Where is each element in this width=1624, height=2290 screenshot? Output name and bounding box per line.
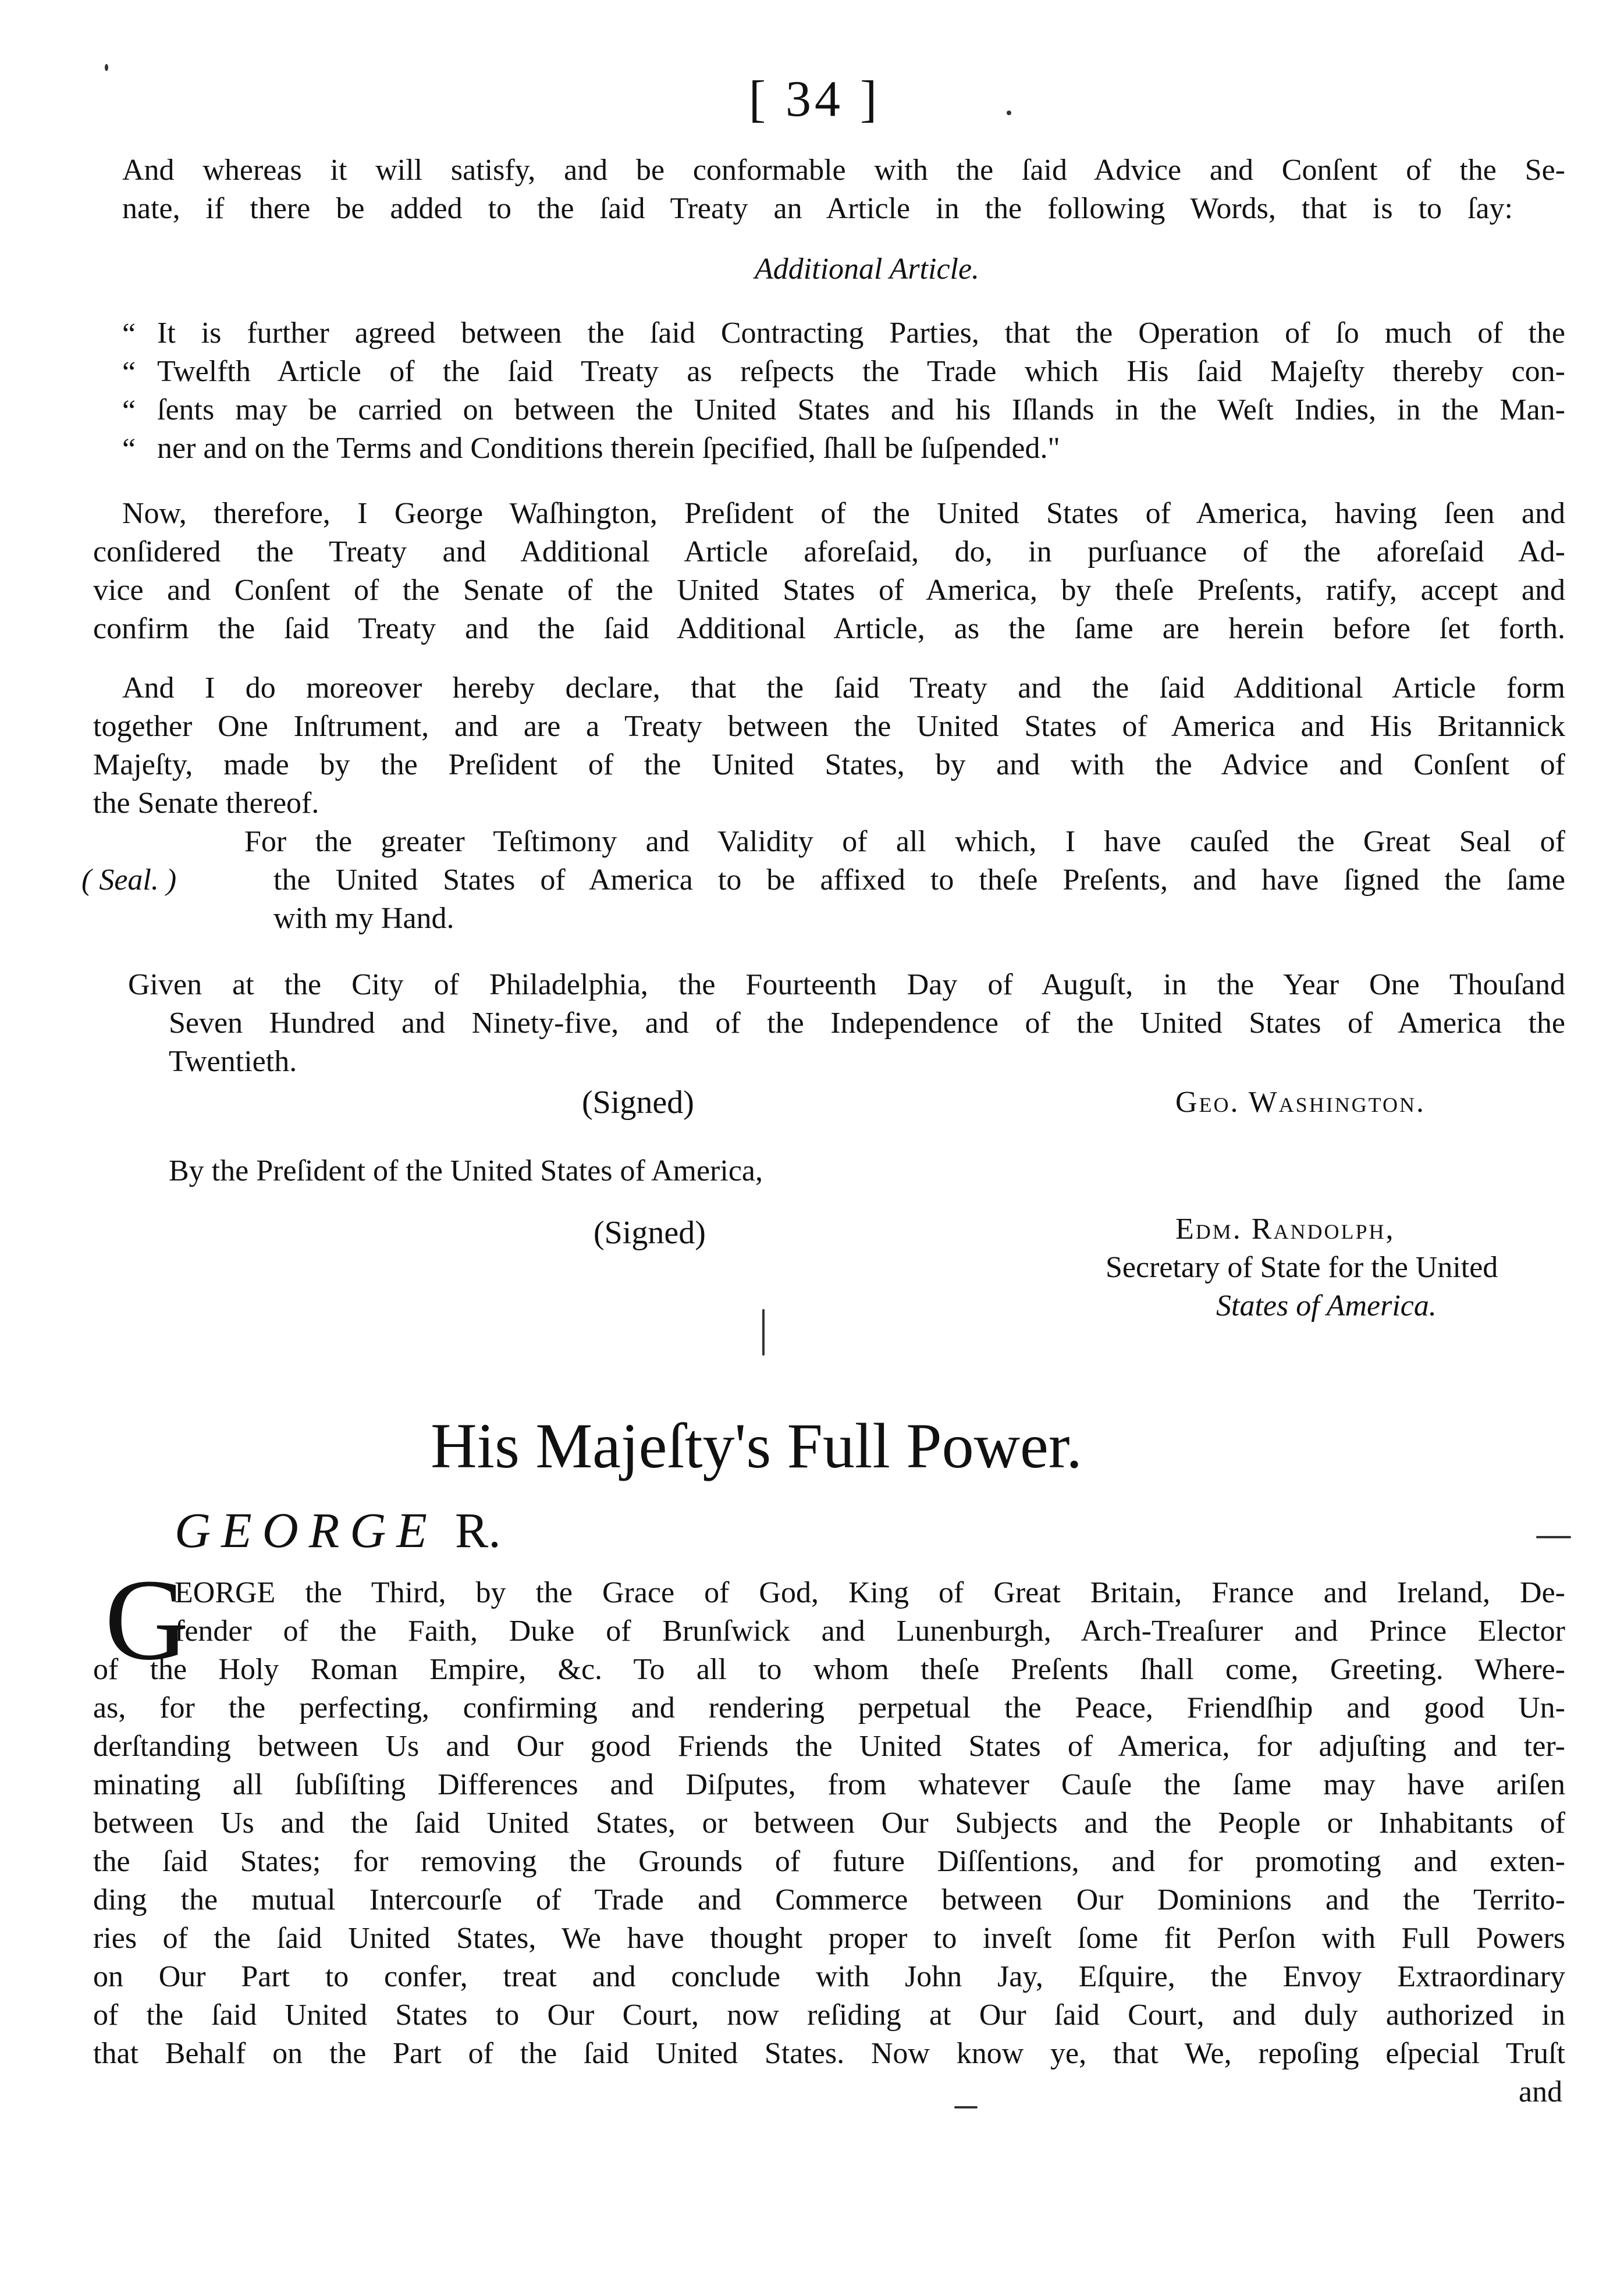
full-power-line-8: the ſaid States; for removing the Grounds of future Diſſentions, and for promoting and exten- bbox=[93, 1845, 1565, 1878]
scan-speck bbox=[954, 2106, 978, 2108]
full-power-line-9: ding the mutual Intercourſe of Trade and Commerce between Our Dominions and the Territo- bbox=[93, 1883, 1565, 1916]
signed-label-2: (Signed) bbox=[594, 1215, 706, 1251]
quote-line-1: It is further agreed between the ſaid Contracting Parties, that the Operation of ſo much of the bbox=[157, 317, 1565, 350]
scan-speck bbox=[105, 64, 108, 71]
additional-article-heading: Additional Article. bbox=[754, 253, 980, 286]
scan-speck bbox=[1007, 111, 1011, 115]
full-power-line-1: EORGE the Third, by the Grace of God, King of Great Britain, France and Ireland, De- bbox=[175, 1576, 1565, 1609]
full-power-line-6: minating all ſubſiſting Differences and Diſputes, from whatever Cauſe the ſame may have ariſen bbox=[93, 1768, 1565, 1801]
full-power-line-7: between Us and the ſaid United States, or between Our Subjects and the People or Inhabitants of bbox=[93, 1807, 1565, 1840]
full-power-line-10: ries of the ſaid United States, We have thought proper to inveſt ſome fit Perſon with Full Powers bbox=[93, 1922, 1565, 1955]
quote-line-4: ner and on the Terms and Conditions therein ſpecified, ſhall be ſuſpended." bbox=[157, 432, 1060, 465]
ratification-line-3: vice and Conſent of the Senate of the United States of America, by theſe Preſents, ratify, accept and bbox=[93, 574, 1565, 607]
testimony-line-1: For the greater Teſtimony and Validity of all which, I have cauſed the Great Seal of bbox=[244, 825, 1565, 858]
full-power-line-13: that Behalf on the Part of the ſaid United States. Now know ye, that We, repoſing eſpecial Truſt bbox=[93, 2037, 1565, 2070]
page-number: [ 34 ] bbox=[748, 71, 881, 127]
ratification-line-2: conſidered the Treaty and Additional Article aforeſaid, do, in purſuance of the aforeſaid Ad- bbox=[93, 535, 1565, 568]
george-r-heading bbox=[175, 1501, 501, 1559]
intro-line-2: nate, if there be added to the ſaid Treaty an Article in the following Words, that is to ſay: bbox=[122, 192, 1513, 225]
quote-line-3: ſents may be carried on between the United States and his Iſlands in the Weſt Indies, in the Man- bbox=[157, 393, 1565, 426]
quote-line-2: Twelfth Article of the ſaid Treaty as reſpects the Trade which His ſaid Majeſty thereby con- bbox=[157, 355, 1565, 388]
quote-mark-1: “ bbox=[122, 318, 136, 351]
declaration-line-2: together One Inſtrument, and are a Treaty between the United States of America and His Britannick bbox=[93, 710, 1565, 743]
seal-label: ( Seal. ) bbox=[81, 863, 177, 897]
quote-mark-3: “ bbox=[122, 394, 136, 428]
full-power-line-5: derſtanding between Us and Our good Friends the United States of America, for adjuſting and ter- bbox=[93, 1730, 1565, 1763]
declaration-line-3: Majeſty, made by the Preſident of the United States, by and with the Advice and Conſent of bbox=[93, 748, 1565, 781]
given-line-2: Seven Hundred and Ninety-five, and of the Independence of the United States of America the bbox=[169, 1007, 1565, 1040]
signed-label-1: (Signed) bbox=[582, 1084, 694, 1121]
ratification-line-4: confirm the ſaid Treaty and the ſaid Additional Article, as the ſame are herein before ſet forth. bbox=[93, 612, 1565, 645]
testimony-line-2: the United States of America to be affixed to theſe Preſents, and have ſigned the ſame bbox=[273, 863, 1565, 897]
catchword: and bbox=[1519, 2075, 1563, 2108]
given-line-1: Given at the City of Philadelphia, the Fourteenth Day of Auguſt, in the Year One Thouſand bbox=[128, 968, 1565, 1001]
signer-title-line-2: States of America. bbox=[1216, 1289, 1437, 1322]
signer-randolph: Edm. Randolph, bbox=[1175, 1212, 1395, 1246]
full-power-line-4: as, for the perfecting, confirming and rendering perpetual the Peace, Friendſhip and good Un- bbox=[93, 1691, 1565, 1724]
full-power-line-3: of the Holy Roman Empire, &c. To all to whom theſe Preſents ſhall come, Greeting. Where- bbox=[93, 1653, 1565, 1686]
signer-washington: Geo. Washington. bbox=[1175, 1086, 1426, 1119]
declaration-line-4: the Senate thereof. bbox=[93, 787, 319, 820]
full-power-line-12: of the ſaid United States to Our Court, now reſiding at Our ſaid Court, and duly authorized in bbox=[93, 1999, 1565, 2032]
george-r-letter: R. bbox=[454, 1502, 501, 1558]
george-word: GEORGE bbox=[175, 1502, 438, 1558]
ratification-line-1: Now, therefore, I George Waſhington, Preſident of the United States of America, having ſeen and bbox=[122, 497, 1565, 530]
intro-line-1: And whereas it will satisfy, and be conformable with the ſaid Advice and Conſent of the Se- bbox=[122, 154, 1565, 187]
quote-mark-2: “ bbox=[122, 356, 136, 389]
full-power-title: His Majeſty's Full Power. bbox=[431, 1410, 1082, 1481]
by-president-line: By the Preſident of the United States of America, bbox=[169, 1154, 763, 1187]
full-power-line-2: fender of the Faith, Duke of Brunſwick and Lunenburgh, Arch-Treaſurer and Prince Elector bbox=[175, 1615, 1565, 1648]
signer-title-line-1: Secretary of State for the United bbox=[1106, 1251, 1498, 1284]
scan-speck bbox=[1536, 1536, 1571, 1538]
quote-mark-4: “ bbox=[122, 433, 136, 466]
full-power-line-11: on Our Part to confer, treat and conclude with John Jay, Eſquire, the Envoy Extraordinary bbox=[93, 1960, 1565, 1993]
scan-speck bbox=[762, 1309, 765, 1356]
given-line-3: Twentieth. bbox=[169, 1045, 297, 1078]
declaration-line-1: And I do moreover hereby declare, that the ſaid Treaty and the ſaid Additional Article form bbox=[122, 671, 1565, 705]
drop-cap: G bbox=[105, 1556, 189, 1684]
testimony-line-3: with my Hand. bbox=[273, 902, 454, 935]
